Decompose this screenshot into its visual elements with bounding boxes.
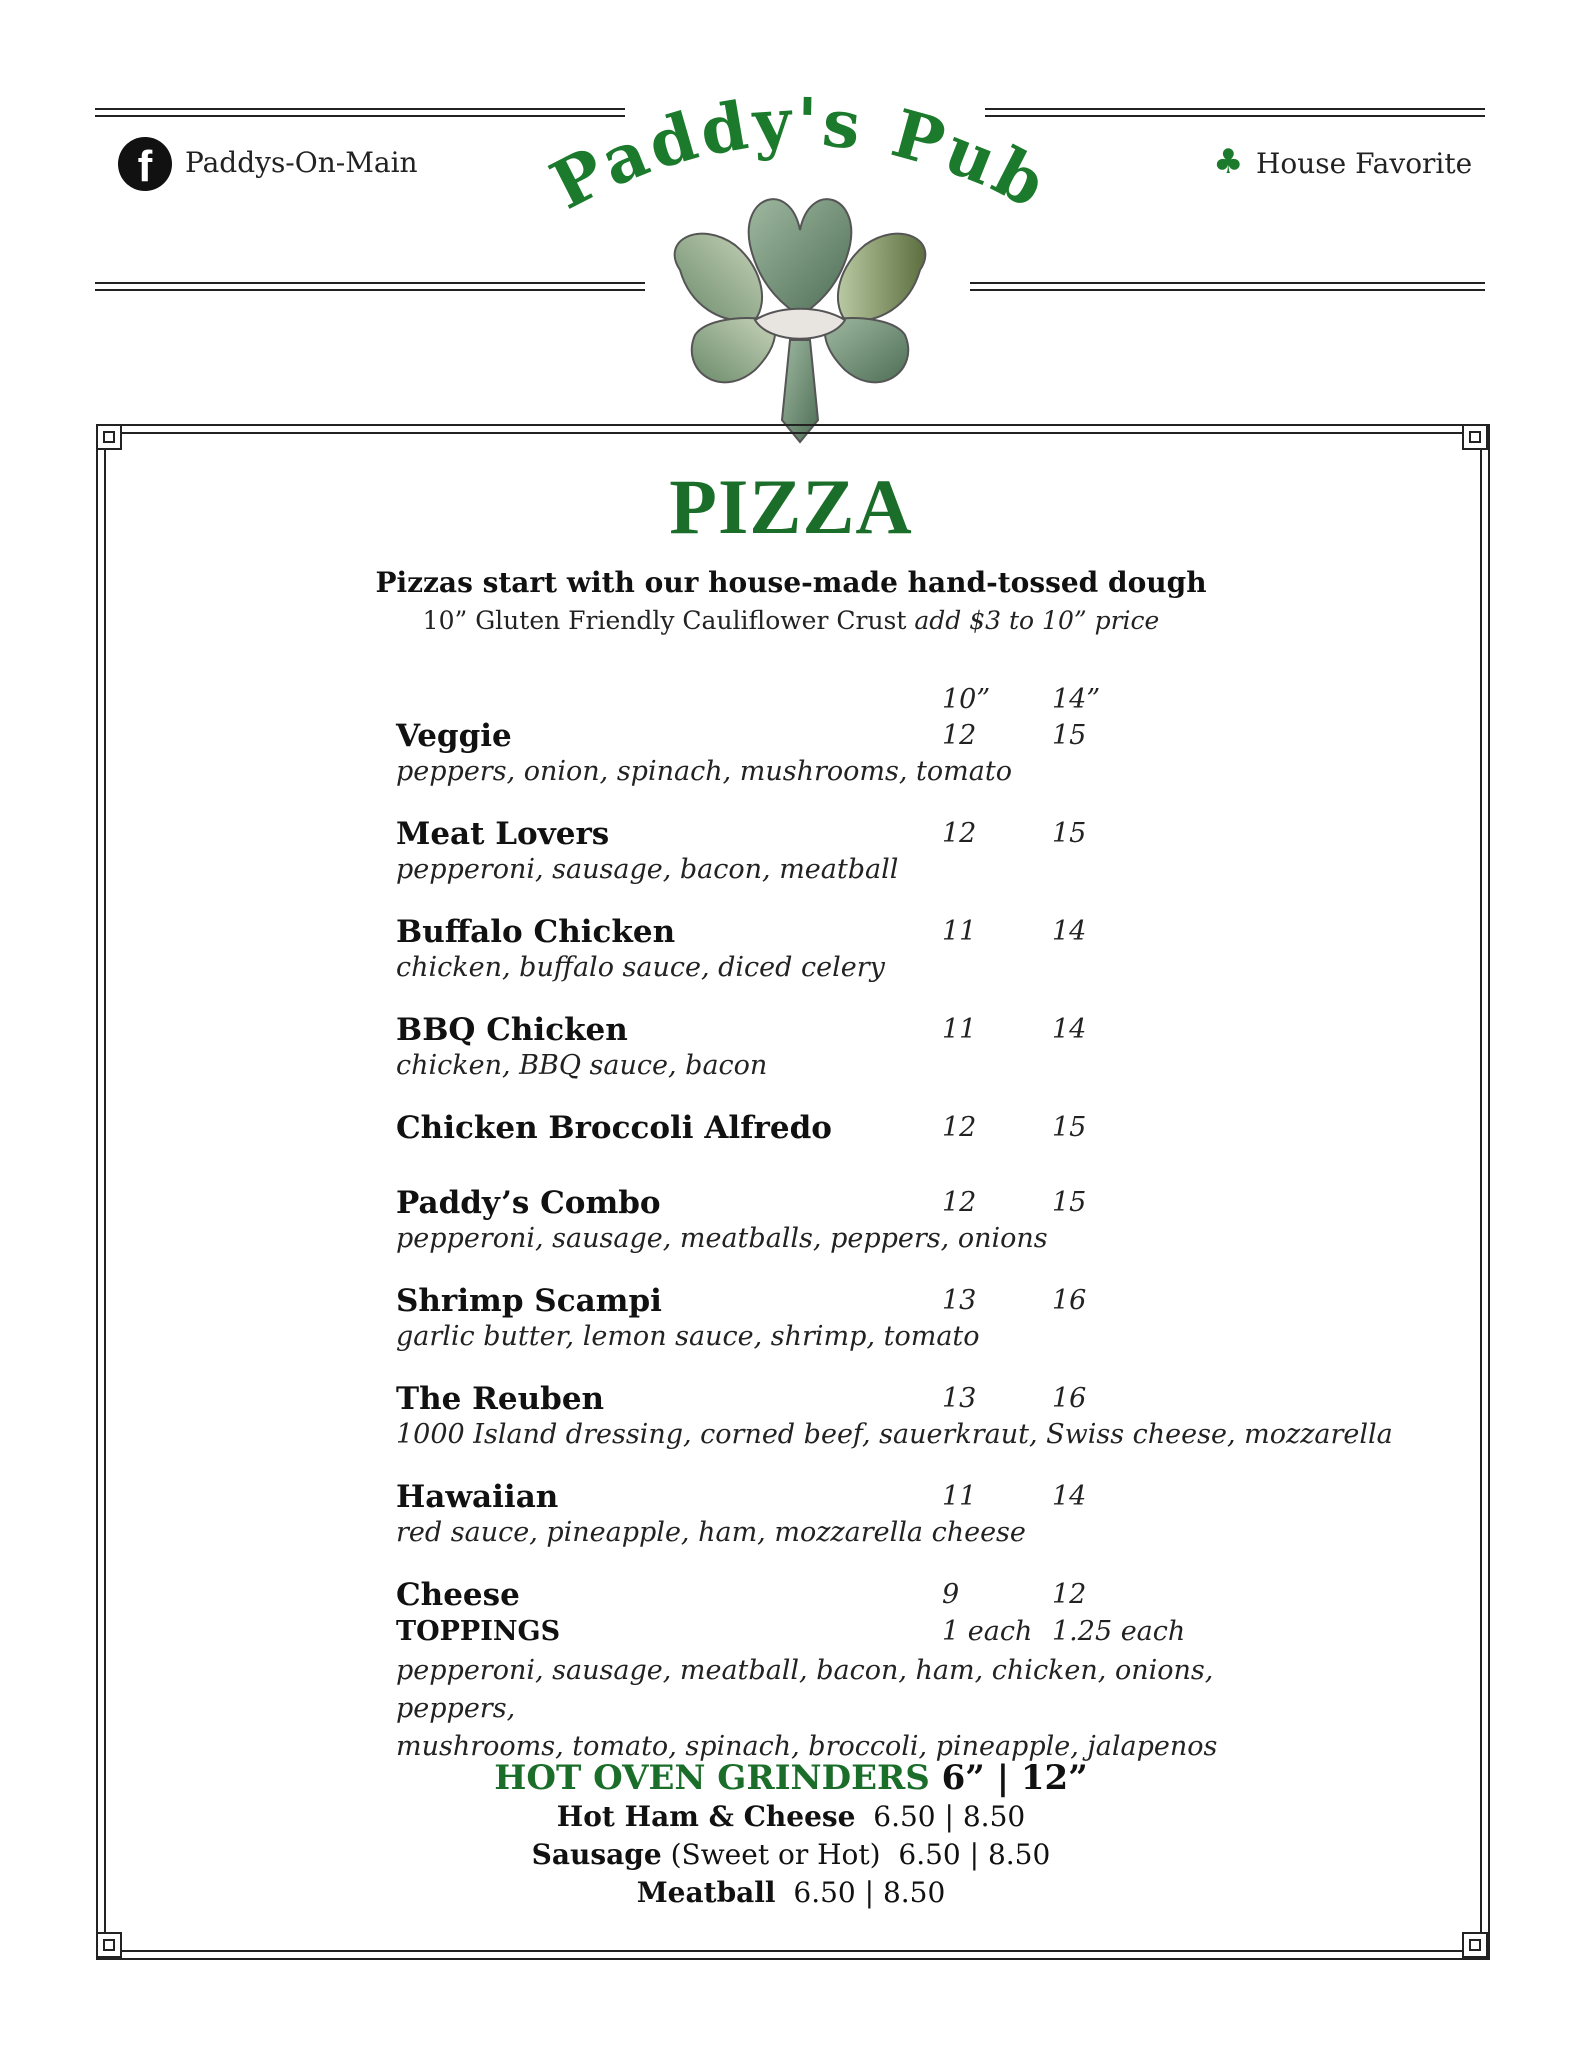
grinder-price: 6.50 | 8.50 [793, 1876, 946, 1909]
toppings-list-line: pepperoni, sausage, meatball, bacon, ham, chicken, onions, peppers, [396, 1655, 1214, 1724]
frame-corner-bottom-left [96, 1932, 122, 1958]
item-name: Meat Lovers [396, 816, 610, 852]
item-name: Cheese [396, 1577, 520, 1613]
facebook-page-label[interactable]: Paddys-On-Main [185, 146, 418, 179]
grinder-name: Meatball [636, 1876, 776, 1909]
item-name: BBQ Chicken [396, 1012, 628, 1048]
shamrock-icon: ♣ [1213, 142, 1244, 182]
gluten-friendly-note [0, 606, 1582, 635]
toppings-price-10: 1 each [942, 1616, 1033, 1647]
grinders-title: HOT OVEN GRINDERS [494, 1758, 930, 1798]
size-header-14: 14” [1052, 684, 1101, 715]
gluten-note-upcharge: add $3 to 10” price [914, 606, 1160, 635]
grinders-heading [0, 1758, 1582, 1798]
item-description: 1000 Island dressing, corned beef, sauerkraut, Swiss cheese, mozzarella [396, 1419, 1393, 1450]
item-price-14: 15 [1052, 1112, 1087, 1143]
toppings-label: TOPPINGS [396, 1616, 561, 1647]
frame-corner-top-left [96, 424, 122, 450]
item-price-10: 12 [942, 720, 977, 751]
item-name: Hawaiian [396, 1479, 559, 1515]
item-price-10: 13 [942, 1383, 977, 1414]
house-favorite-label: House Favorite [1256, 147, 1473, 180]
toppings-list [396, 1652, 1296, 1766]
svg-text:Paddy's Pub [539, 83, 1062, 225]
frame-corner-bottom-right [1462, 1932, 1488, 1958]
frame-corner-top-right [1462, 424, 1488, 450]
item-price-14: 15 [1052, 720, 1087, 751]
size-header-10: 10” [942, 684, 991, 715]
logo-text: Paddy's Pub [538, 82, 1062, 225]
item-price-10: 9 [942, 1579, 960, 1610]
gluten-note-text: 10” Gluten Friendly Cauliflower Crust [422, 606, 915, 635]
item-price-10: 13 [942, 1285, 977, 1316]
item-price-14: 16 [1052, 1383, 1087, 1414]
grinder-name: Sausage [531, 1838, 662, 1871]
item-description: red sauce, pineapple, ham, mozzarella cheese [396, 1517, 1026, 1548]
grinder-name: Hot Ham & Cheese [556, 1800, 856, 1833]
grinder-price: 6.50 | 8.50 [898, 1838, 1051, 1871]
grinder-item [0, 1876, 1582, 1909]
item-name: Chicken Broccoli Alfredo [396, 1110, 832, 1146]
item-price-14: 14 [1052, 1481, 1087, 1512]
item-price-14: 14 [1052, 1014, 1087, 1045]
grinder-price: 6.50 | 8.50 [873, 1800, 1026, 1833]
grinders-sizes: 6” | 12” [941, 1758, 1088, 1798]
grinder-item [0, 1838, 1582, 1871]
facebook-icon[interactable]: f [118, 137, 172, 191]
item-price-10: 11 [942, 1481, 977, 1512]
toppings-price-14: 1.25 each [1052, 1616, 1186, 1647]
paddys-pub-logo [500, 70, 1100, 450]
dough-subtitle: Pizzas start with our house-made hand-tossed dough [375, 566, 1207, 599]
item-name: Buffalo Chicken [396, 914, 676, 950]
item-name: Paddy’s Combo [396, 1185, 661, 1221]
toppings-list-line: mushrooms, tomato, spinach, broccoli, pineapple, jalapenos [396, 1731, 1218, 1762]
item-price-10: 12 [942, 818, 977, 849]
shamrock-logo-icon [675, 199, 926, 442]
item-name: Shrimp Scampi [396, 1283, 662, 1319]
item-description: pepperoni, sausage, meatballs, peppers, onions [396, 1223, 1048, 1254]
item-price-14: 14 [1052, 916, 1087, 947]
item-description: pepperoni, sausage, bacon, meatball [396, 854, 899, 885]
item-description: chicken, buffalo sauce, diced celery [396, 952, 885, 983]
item-price-14: 15 [1052, 818, 1087, 849]
menu-section-title: PIZZA [669, 463, 913, 550]
item-description: chicken, BBQ sauce, bacon [396, 1050, 768, 1081]
grinder-item [0, 1800, 1582, 1833]
item-price-10: 12 [942, 1187, 977, 1218]
item-price-14: 12 [1052, 1579, 1087, 1610]
item-price-10: 11 [942, 916, 977, 947]
item-price-10: 11 [942, 1014, 977, 1045]
item-name: The Reuben [396, 1381, 605, 1417]
item-name: Veggie [396, 718, 512, 754]
grinder-extra: (Sweet or Hot) [670, 1838, 881, 1871]
item-description: peppers, onion, spinach, mushrooms, tomato [396, 756, 1012, 787]
item-description: garlic butter, lemon sauce, shrimp, tomato [396, 1321, 980, 1352]
item-price-10: 12 [942, 1112, 977, 1143]
item-price-14: 15 [1052, 1187, 1087, 1218]
item-price-14: 16 [1052, 1285, 1087, 1316]
